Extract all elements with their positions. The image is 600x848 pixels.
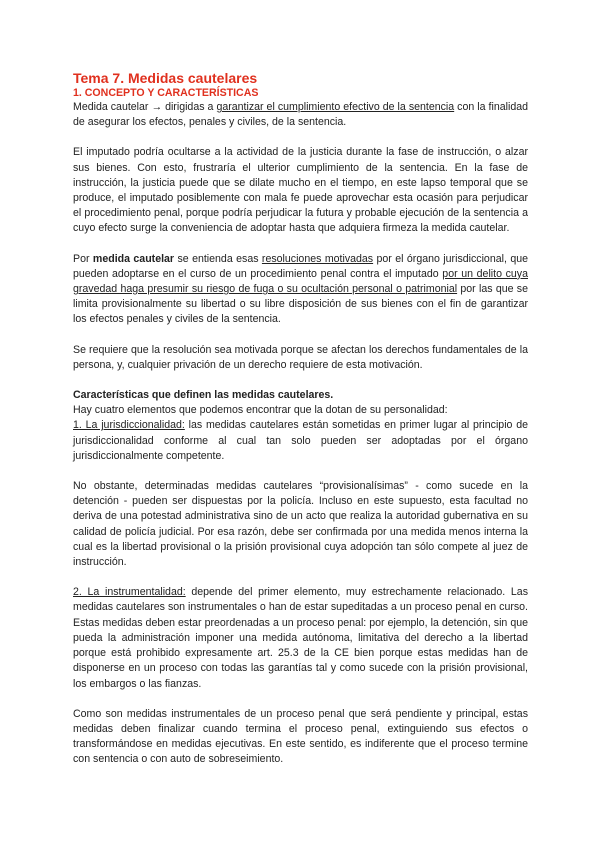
paragraph-medida-cautelar: Por medida cautelar se entienda esas resoluciones motivadas por el órgano jurisdiccional, que pueden adoptarse en el curso de un procedimiento penal contra el imputado por un delito cuya gravedad haga presumir su riesgo de fuga o su ocultación personal o patrimonial por las que se limita provisionalmente su libertad o su libre disposición de sus bienes con el fin de garantizar los efectos penales y civiles de la sentencia. [73,252,528,326]
item-jurisdiccionalidad: 1. La jurisdiccionalidad: las medidas cautelares están sometidas en primer lugar al principio de jurisdiccionalidad conforme al cual tan solo pueden ser adoptadas por el órgano jurisdiccionalmente competente. [73,419,529,462]
paragraph-provisionalisimas: No obstante, determinadas medidas cautelares “provisionalísimas” - como sucede en la detención - pueden ser dispuestas por la policía. Incluso en este supuesto, esta facultad no deriva de una potestad administrativa sino de un acto que realiza la autoridad gubernativa en su calidad de policía judicial. Por esa razón, debe ser confirmada por una medida menos interna la cual es la libertad provisional o la prisión provisional cuya adopción tan sólo compete al juez de instrucción. [73,480,528,569]
section-heading: 1. CONCEPTO Y CARACTERÍSTICAS [73,87,259,99]
paragraph-motivation: Se requiere que la resolución sea motivada porque se afectan los derechos fundamentales de la persona, y, cualquier privación de un derecho requiere de esta motivación. [73,343,528,371]
document-page [73,70,528,768]
paragraph-instrumental-end: Como son medidas instrumentales de un proceso penal que será pendiente y principal, estas medidas deben finalizar cuando termina el proceso penal, extinguiendo sus efectos o transformándose en medidas ejecutivas. En este sentido, es indiferente que el proceso termine con sentencia o con auto de sobreseimiento. [73,707,528,766]
paragraph-justification: El imputado podría ocultarse a la actividad de la justicia durante la fase de instrucción, o alzar sus bienes. Con esto, frustraría el ulterior cumplimiento de la sentencia. En la fase de instrucción, la justicia puede que se dilate mucho en el tiempo, en este lapso temporal que se produce, el imputado posiblemente con mala fe puede aprovechar esta ocasión para perjudicar el procedimiento penal, porque podría perjudicar la futura y probable ejecución de la sentencia a cuyo efecto surge la conveniencia de adoptar hasta que adquiera firmeza la medida cautelar. [73,146,528,235]
characteristics-heading: Características que definen las medidas cautelares. [73,389,334,402]
page-title: Tema 7. Medidas cautelares [73,70,258,86]
item-instrumentalidad: 2. La instrumentalidad: depende del primer elemento, muy estrechamente relacionado. Las medidas cautelares son instrumentales o han de estar supeditadas a un proceso penal en curso. Estas medidas deben estar preordenadas a un proceso penal: por ejemplo, la detención, sin que pueda la administración imponer una medida autónoma, limitativa del derecho a la libertad porque está prohibido expresamente art. 25.3 de la CE bien porque estas medidas han de disponerse en un proceso con todas las garantías tal y como sucede con la prisión provisional, los embargos o las fianzas. [73,586,528,690]
paragraph-definition: Medida cautelar → dirigidas a garantizar el cumplimiento efectivo de la sentencia con la finalidad de asegurar los efectos, penales y civiles, de la sentencia. [73,101,528,129]
characteristics-intro: Hay cuatro elementos que podemos encontrar que la dotan de su personalidad: [73,404,448,417]
